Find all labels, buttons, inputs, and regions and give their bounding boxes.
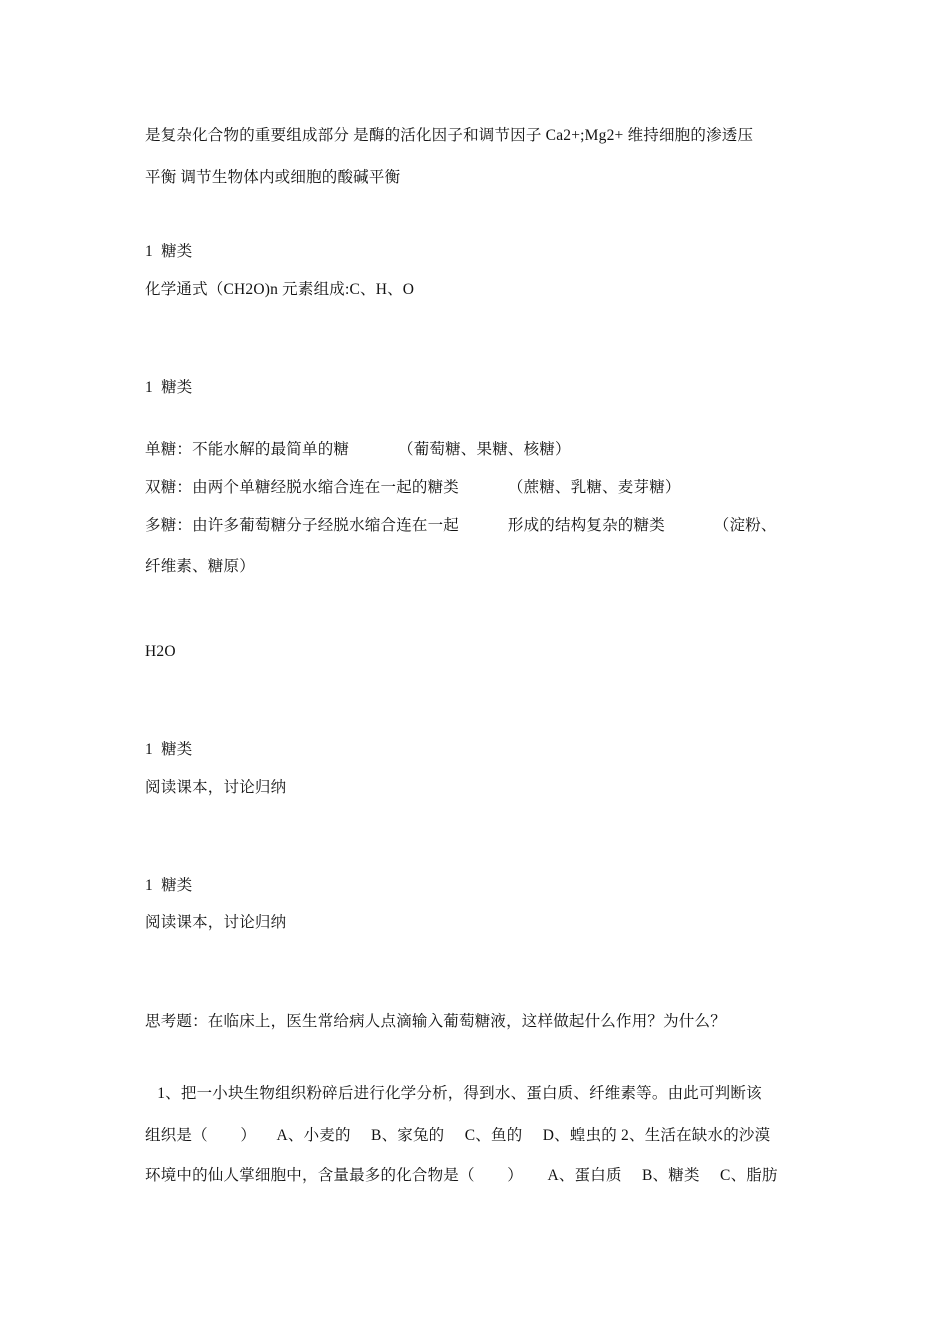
text-line: 阅读课本，讨论归纳 — [145, 779, 287, 796]
exercise-text: 1、把一小块生物组织粉碎后进行化学分析，得到水、蛋白质、纤维素等。由此可判断该 — [145, 1085, 762, 1102]
text-line: 是复杂化合物的重要组成部分 是酶的活化因子和调节因子 Ca2+;Mg2+ 维持细胞的渗透压 — [145, 127, 754, 144]
text-line: 化学通式（CH2O)n 元素组成:C、H、O — [145, 281, 415, 298]
text-line: 多糖：由许多葡萄糖分子经脱水缩合连在一起 形成的结构复杂的糖类 （淀粉、 — [145, 517, 777, 534]
text-line: 双糖：由两个单糖经脱水缩合连在一起的糖类 （蔗糖、乳糖、麦芽糖） — [145, 479, 681, 496]
text-line: 平衡 调节生物体内或细胞的酸碱平衡 — [145, 169, 401, 186]
text-line: 单糖：不能水解的最简单的糖 （葡萄糖、果糖、核糖） — [145, 441, 571, 458]
exercise-text: 环境中的仙人掌细胞中，含量最多的化合物是（ ） A、蛋白质 B、糖类 C、脂肪 — [145, 1167, 778, 1184]
section-heading: 1 糖类 — [145, 741, 193, 758]
section-heading: 1 糖类 — [145, 243, 193, 260]
text-line: 纤维素、糖原） — [145, 558, 255, 575]
question-text: 思考题：在临床上，医生常给病人点滴输入葡萄糖液，这样做起什么作用？为什么？ — [145, 1013, 726, 1030]
text-line: H2O — [145, 643, 176, 660]
exercise-text: 组织是（ ） A、小麦的 B、家兔的 C、鱼的 D、蝗虫的 2、生活在缺水的沙漠 — [145, 1127, 771, 1144]
section-heading: 1 糖类 — [145, 877, 193, 894]
section-heading: 1 糖类 — [145, 379, 193, 396]
text-line: 阅读课本，讨论归纳 — [145, 914, 287, 931]
